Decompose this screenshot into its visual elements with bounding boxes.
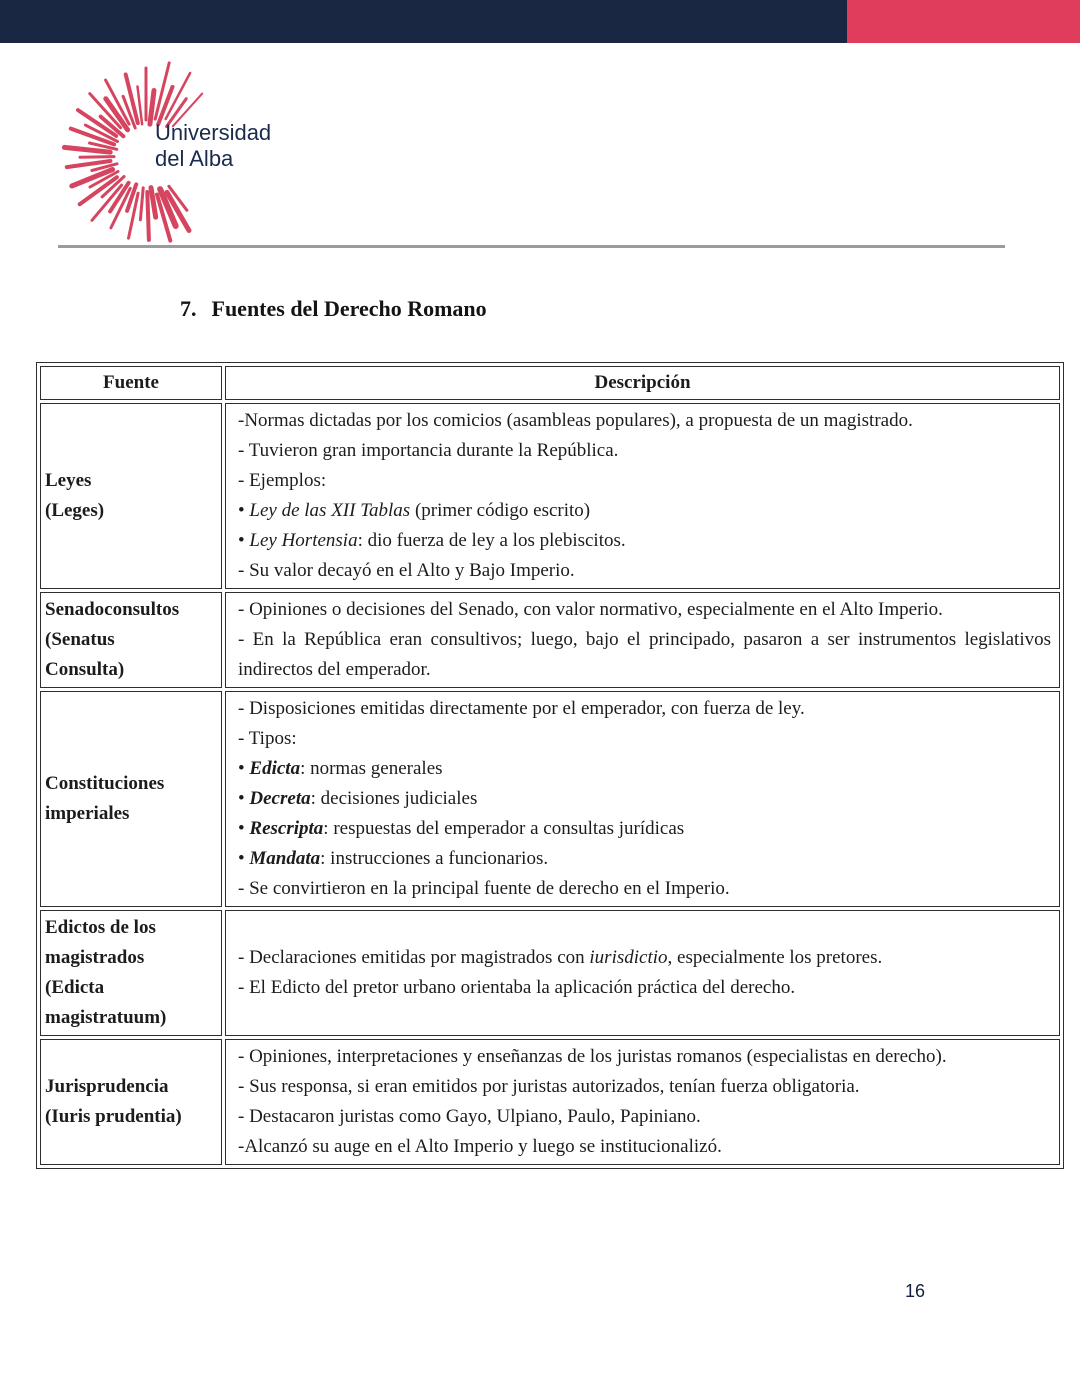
description-paragraph: - Opiniones o decisiones del Senado, con valor normativo, especialmente en el Alto Imperio. [238, 599, 943, 620]
fuente-line: (Senatus [45, 629, 115, 650]
fuente-line: Senadoconsultos [45, 599, 180, 620]
description-paragraph: • Edicta: normas generales [238, 758, 443, 779]
description-paragraph: -Alcanzó su auge en el Alto Imperio y luego se institucionalizó. [238, 1136, 722, 1157]
header-separator-line [58, 245, 1005, 248]
sources-table [36, 362, 1064, 1169]
section-number: 7. [180, 296, 197, 321]
fuente-line: magistratuum) [45, 1007, 167, 1028]
sources-table-body [40, 403, 1060, 1165]
fuente-cell [40, 691, 222, 907]
description-paragraph: • Decreta: decisiones judiciales [238, 788, 478, 809]
descripcion-cell [225, 910, 1060, 1036]
fuente-line: (Edicta [45, 977, 105, 998]
description-paragraph: - Tuvieron gran importancia durante la República. [238, 440, 619, 461]
description-paragraph: • Mandata: instrucciones a funcionarios. [238, 848, 549, 869]
top-band-red-segment [847, 0, 1080, 43]
column-header-fuente: Fuente [40, 366, 222, 400]
description-paragraph: - Ejemplos: [238, 470, 327, 491]
description-paragraph: - El Edicto del pretor urbano orientaba la aplicación práctica del derecho. [238, 977, 796, 998]
fuente-line: imperiales [45, 803, 130, 824]
fuente-line: Consulta) [45, 659, 125, 680]
description-paragraph: - Declaraciones emitidas por magistrados con iurisdictio, especialmente los pretores. [238, 947, 883, 968]
fuente-line: Constituciones [45, 773, 165, 794]
table-row [40, 1039, 1060, 1165]
description-paragraph: - Su valor decayó en el Alto y Bajo Imperio. [238, 560, 575, 581]
fuente-cell [40, 910, 222, 1036]
column-header-descripcion: Descripción [225, 366, 1060, 400]
fuente-line: Leyes [45, 470, 92, 491]
fuente-cell [40, 1039, 222, 1165]
descripcion-cell [225, 403, 1060, 589]
fuente-line: Jurisprudencia [45, 1076, 169, 1097]
description-paragraph: - Disposiciones emitidas directamente por el emperador, con fuerza de ley. [238, 698, 805, 719]
description-paragraph: • Ley de las XII Tablas (primer código escrito) [238, 500, 591, 521]
table-row [40, 910, 1060, 1036]
descripcion-cell [225, 592, 1060, 688]
section-title: Fuentes del Derecho Romano [211, 296, 487, 321]
university-logo [58, 56, 303, 246]
description-paragraph: - Sus responsa, si eran emitidos por juristas autorizados, tenían fuerza obligatoria. [238, 1076, 860, 1097]
description-paragraph: -Normas dictadas por los comicios (asambleas populares), a propuesta de un magistrado. [238, 410, 913, 431]
section-heading [180, 296, 487, 322]
description-paragraph: - En la República eran consultivos; luego, bajo el principado, pasaron a ser instrumentos legislativos indirectos del emperador. [238, 629, 1051, 680]
description-paragraph: - Tipos: [238, 728, 297, 749]
fuente-line: Edictos de los [45, 917, 156, 938]
fuente-cell [40, 592, 222, 688]
description-paragraph: - Destacaron juristas como Gayo, Ulpiano, Paulo, Papiniano. [238, 1106, 701, 1127]
descripcion-cell [225, 691, 1060, 907]
fuente-line: magistrados [45, 947, 145, 968]
top-band-navy-segment [0, 0, 847, 43]
table-row [40, 691, 1060, 907]
top-color-band [0, 0, 1080, 43]
logo-text-line1: Universidad [155, 120, 272, 145]
description-paragraph: - Opiniones, interpretaciones y enseñanzas de los juristas romanos (especialistas en derecho). [238, 1046, 947, 1067]
fuente-line: (Leges) [45, 500, 105, 521]
page-number: 16 [905, 1281, 926, 1301]
description-paragraph: • Rescripta: respuestas del emperador a consultas jurídicas [238, 818, 685, 839]
fuente-line: (Iuris prudentia) [45, 1106, 182, 1127]
table-header-row [40, 366, 1060, 400]
logo-text-line2: del Alba [155, 146, 234, 171]
table-row [40, 592, 1060, 688]
description-paragraph: - Se convirtieron en la principal fuente de derecho en el Imperio. [238, 878, 730, 899]
table-row [40, 403, 1060, 589]
fuente-cell [40, 403, 222, 589]
descripcion-cell [225, 1039, 1060, 1165]
description-paragraph: • Ley Hortensia: dio fuerza de ley a los plebiscitos. [238, 530, 626, 551]
